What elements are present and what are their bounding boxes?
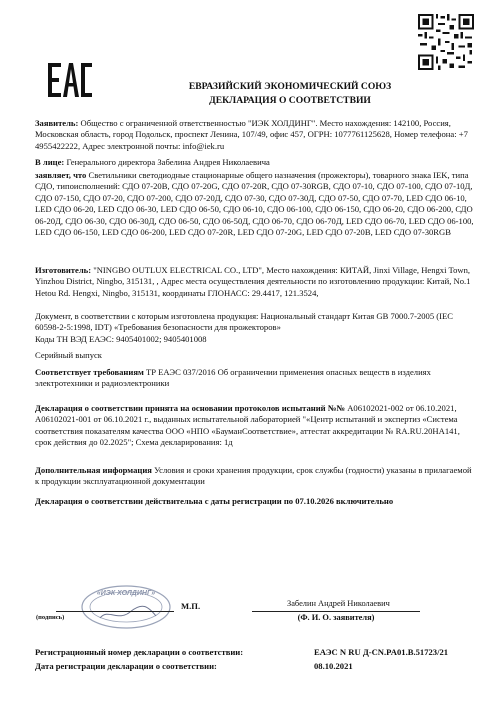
basis-label: Декларация о соответствии принята на основании протоколов испытаний №№ xyxy=(35,403,346,413)
seal-place: М.П. xyxy=(181,601,201,611)
representative-block xyxy=(35,157,475,168)
applicant-text: Общество с ограниченной ответственностью "ИЭК ХОЛДИНГ". Место нахождения: 142100, Россия, Московская область, город Подольск, проспект Ленина, 107/49, офис 457, ОГРН: 1077761125628, Номер телефона: +7 4955422222, Адрес электронной почты: info@iek.ru xyxy=(35,118,468,151)
standard-text: Документ, в соответствии с которым изготовлена продукция: Национальный стандарт Китая GB 7000.7-2005 (IEC 60598-2-5:1998, IDT) «Требования безопасности для прожекторов» xyxy=(35,311,453,333)
representative-label: В лице: xyxy=(35,157,65,167)
conformity-text: ТР ЕАЭС 037/2016 Об ограничении применения опасных веществ в изделиях электротехники и радиоэлектроники xyxy=(35,367,431,389)
signatory-name: Забелин Андрей Николаевич xyxy=(287,599,390,608)
applicant-label: Заявитель: xyxy=(35,118,79,128)
manufacturer-block xyxy=(35,265,475,299)
signature-line xyxy=(56,611,174,612)
serial-text: Серийный выпуск xyxy=(35,350,102,360)
fio-caption: (Ф. И. О. заявителя) xyxy=(297,613,375,622)
additional-block xyxy=(35,465,475,488)
additional-label: Дополнительная информация xyxy=(35,465,152,475)
basis-text: А06102021-002 от 06.10.2021, А06102021-001 от 06.10.2021 г., выданных испытательной лабораторией "«Центр испытаний и экспертиз «Система соответствия показателям качества ООО «НПО «БауманСоответствие», аттестат аккредитации № RA.RU.20HA141, срок действия до 02.2025"; Схема декларирования: 1д xyxy=(35,403,460,448)
applicant-block xyxy=(35,118,475,152)
validity-text: Декларация о соответствии действительна с даты регистрации по 07.10.2026 включительно xyxy=(35,496,394,506)
qr-code xyxy=(418,14,474,70)
registration-date: 08.10.2021 xyxy=(314,661,353,671)
union-title: ЕВРАЗИЙСКИЙ ЭКОНОМИЧЕСКИЙ СОЮЗ xyxy=(188,81,392,92)
stamp-text: «ИЭК ХОЛДИНГ» xyxy=(96,590,156,597)
registration-number-label: Регистрационный номер декларации о соответствии: xyxy=(35,647,244,657)
name-line xyxy=(252,611,420,612)
conformity-block xyxy=(35,367,475,390)
additional-text: Условия и сроки хранения продукции, срок службы (годности) указаны в прилагаемой к продукции эксплуатационной документации xyxy=(35,465,472,487)
manufacturer-label: Изготовитель: xyxy=(35,265,92,275)
conformity-label: Соответствует требованиям xyxy=(35,367,144,377)
declares-block xyxy=(35,170,475,238)
company-stamp xyxy=(78,582,174,632)
codes-text: Коды ТН ВЭД ЕАЭС: 9405401002; 9405401008 xyxy=(35,334,207,344)
declares-label: заявляет, что xyxy=(35,170,87,180)
basis-block xyxy=(35,403,475,449)
representative-text: Генерального директора Забелина Андрея Николаевича xyxy=(66,157,270,167)
registration-date-label: Дата регистрации декларации о соответствии: xyxy=(35,661,217,671)
manufacturer-text: "NINGBO OUTLUX ELECTRICAL CO., LTD", Место нахождения: КИТАЙ, Jinxi Village, Hengxi Town, Yinzhou District, Ningbo, 315131, , Адрес места осуществления деятельности по изготовлению продукции: Китай, No.1 Hetou Rd. Hengxi, Ningbo, 315131, координаты ГЛОНАСС: 29.4417, 121.3524, xyxy=(35,265,471,298)
registration-number: ЕАЭС N RU Д-CN.PA01.B.51723/21 xyxy=(314,647,449,657)
declares-text: Светильники светодиодные стационарные общего назначения (прожекторы), товарного знака IEK, типа СДО, типоисполнений: СДО 07-20В, СДО 07-20G, СДО 07-20R, СДО 07-30RGB, СДО 07-10, СДО 07-100, СДО 07-10Д, СДО 07-150, СДО 07-20, СДО 07-200, СДО 07-20Д, СДО 07-30, СДО 07-30Д, СДО 07-50, СДО 07-70, LED СДО 06-10, LED СДО 06-20, LED СДО 06-30, LED СДО 06-50, СДО 06-10, СДО 06-100, СДО 06-150, СДО 06-20, СДО 06-200, СДО 06-20Д, СДО 06-30, СДО 06-30Д, СДО 06-50, СДО 06-50Д, СДО 06-70, СДО 06-70Д, LED СДО 06-70, LED СДО 06-100, LED СДО 06-150, LED СДО 06-200, LED СДО 07-20R, LED СДО 07-20G, LED СДО 07-20В, LED СДО 07-30RGB xyxy=(35,170,474,238)
signature-caption: (подпись) xyxy=(36,614,65,621)
document-title: ДЕКЛАРАЦИЯ О СООТВЕТСТВИИ xyxy=(209,95,371,106)
